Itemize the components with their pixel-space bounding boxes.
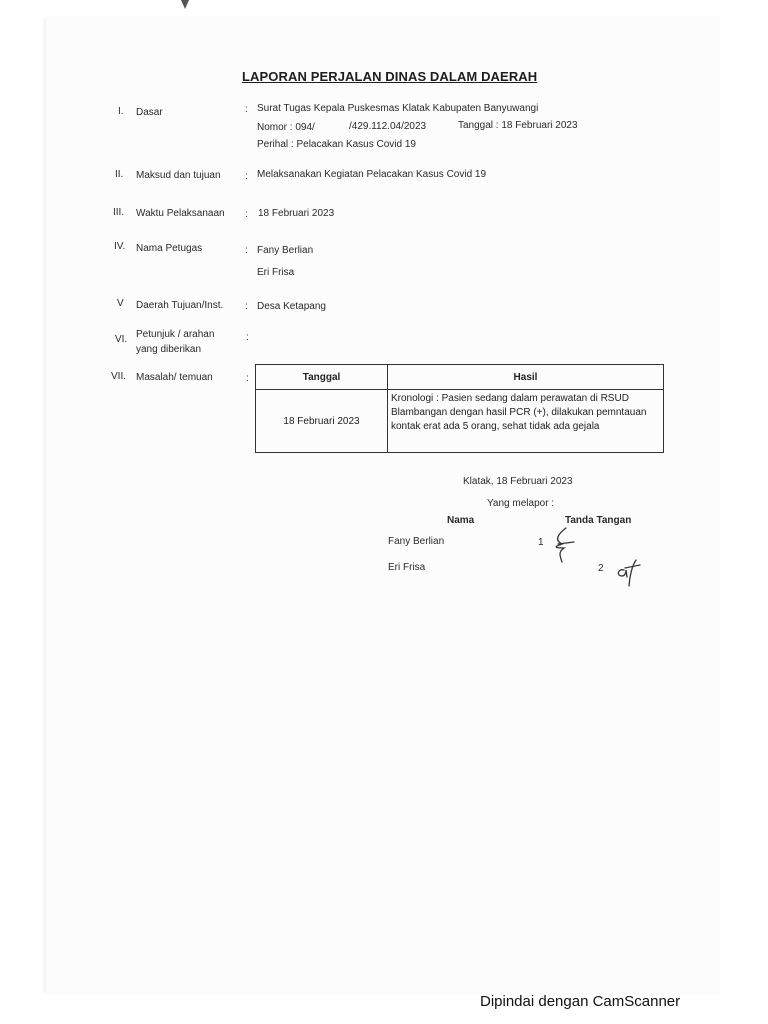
waktu-value: 18 Februari 2023 [258,208,335,219]
section-colon: : [246,332,249,343]
section-label: Maksud dan tujuan [136,170,221,181]
reporter-label: Yang melapor : [487,498,555,509]
dasar-tanggal: Tanggal : 18 Februari 2023 [458,120,578,131]
section-number: IV. [114,241,126,252]
section-colon: : [245,104,248,115]
signature-1-image [548,526,578,564]
section-number: VII. [111,371,127,382]
maksud-value: Melaksanakan Kegiatan Pelacakan Kasus Covid 19 [257,169,487,180]
cell-hasil: Kronologi : Pasien sedang dalam perawatan di RSUD Blambangan dengan hasil PCR (+), dilakukan pemntauan kontak erat ada 5 orang, sehat tidak ada gejala [388,390,664,453]
section-colon: : [246,373,249,384]
cell-tanggal: 18 Februari 2023 [256,390,388,453]
section-label: Nama Petugas [136,243,203,254]
section-colon: : [245,245,248,256]
column-header-hasil: Hasil [388,365,664,390]
section-label: Daerah Tujuan/Inst. [136,300,224,311]
section-number: VI. [115,334,128,345]
signer-name-1: Fany Berlian [388,536,445,547]
section-colon: : [245,171,248,182]
petugas-name-2: Eri Frisa [257,267,295,278]
table-row [256,390,664,453]
dasar-nomor-label: Nomor : 094/ [257,122,315,133]
section-label: Masalah/ temuan [136,372,213,383]
dasar-perihal: Perihal : Pelacakan Kasus Covid 19 [257,139,416,150]
section-number: III. [113,207,125,218]
scanned-page [46,18,720,993]
petugas-name-1: Fany Berlian [257,245,314,256]
signer-number-1: 1 [538,537,544,548]
section-label: Waktu Pelaksanaan [136,208,225,219]
section-label-line: yang diberikan [136,344,202,355]
dasar-line: Surat Tugas Kepala Puskesmas Klatak Kabupaten Banyuwangi [257,103,539,114]
section-number: V [117,298,124,309]
document-title: LAPORAN PERJALAN DINAS DALAM DAERAH [242,69,538,84]
signature-column-header: Tanda Tangan [565,515,632,526]
signature-2-image [614,558,642,588]
issue-table [255,364,664,453]
paper-clip-mark [181,0,189,9]
section-number: II. [115,169,124,180]
section-label-line: Petunjuk / arahan [136,329,215,340]
name-column-header: Nama [447,515,475,526]
section-number: I. [118,106,124,117]
scanner-watermark: Dipindai dengan CamScanner [480,993,681,1010]
place-date: Klatak, 18 Februari 2023 [463,476,573,487]
daerah-value: Desa Ketapang [257,301,326,312]
signer-name-2: Eri Frisa [388,562,426,573]
section-colon: : [245,209,248,220]
table-header-row [256,365,664,390]
signer-number-2: 2 [598,563,604,574]
section-label: Dasar [136,107,163,118]
column-header-tanggal: Tanggal [256,365,388,390]
section-colon: : [245,301,248,312]
dasar-nomor-value: /429.112.04/2023 [349,121,427,132]
